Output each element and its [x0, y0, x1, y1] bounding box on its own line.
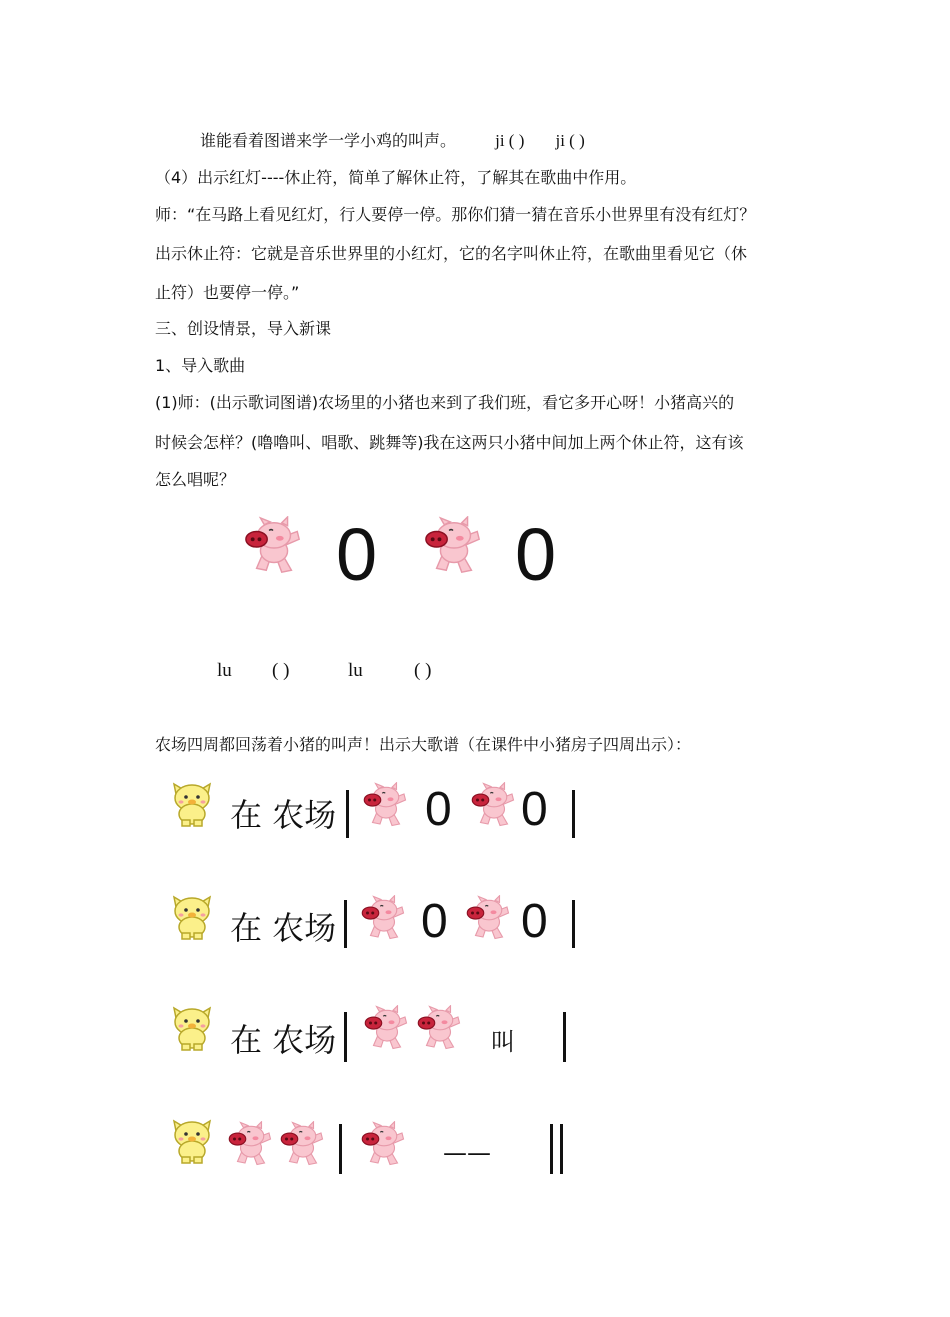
lu-syllable: lu	[217, 660, 232, 681]
paragraph-rest-intro: 出示休止符：它就是音乐世界里的小红灯，它的名字叫休止符，在歌曲里看见它（休	[155, 244, 748, 263]
rest-zero: 0	[425, 783, 452, 836]
lyric-jiao: 叫	[491, 1028, 515, 1056]
pig-icon	[363, 1005, 411, 1053]
paragraph-rest-intro-cont: 止符）也要停一停。”	[155, 283, 300, 302]
rest-zero: 0	[521, 895, 548, 948]
subsection-heading: 1、导入歌曲	[155, 356, 246, 375]
pig-icon	[360, 895, 408, 943]
pig-icon	[243, 516, 305, 578]
bar-line	[339, 1124, 342, 1174]
pig-icon	[227, 1121, 275, 1169]
bar-line	[346, 790, 349, 838]
pig-icon	[470, 782, 518, 830]
hold-dash: ——	[443, 1139, 491, 1167]
pig-icon	[279, 1121, 327, 1169]
chick-icon	[170, 893, 214, 941]
pig-icon	[360, 1121, 408, 1169]
bar-line	[563, 1012, 566, 1062]
pig-icon	[362, 782, 410, 830]
pig-icon	[416, 1005, 464, 1053]
paragraph-song-intro-end: 怎么唱呢？	[155, 470, 236, 489]
lu-blank: ( )	[414, 660, 432, 681]
ji-blank-2: ji ( )	[555, 131, 585, 150]
rest-zero: 0	[515, 513, 557, 596]
final-bar-line-thick	[560, 1124, 563, 1174]
bar-line	[572, 900, 575, 948]
rest-zero: 0	[521, 783, 548, 836]
paragraph-song-intro-cont: 时候会怎样？(噜噜叫、唱歌、跳舞等)我在这两只小猪中间加上两个休止符，这有该	[155, 433, 744, 452]
lu-syllable: lu	[348, 660, 363, 681]
paragraph-farm-echo: 农场四周都回荡着小猪的叫声！出示大歌谱（在课件中小猪房子四周出示）：	[155, 735, 692, 754]
bar-line	[572, 790, 575, 838]
chick-icon	[170, 780, 214, 828]
final-bar-line-thin	[550, 1124, 553, 1174]
paragraph-red-light: （4）出示红灯----休止符，简单了解休止符，了解其在歌曲中作用。	[155, 168, 637, 187]
chick-icon	[170, 1117, 214, 1165]
pig-icon	[465, 895, 513, 943]
lu-blank: ( )	[272, 660, 290, 681]
pig-icon	[423, 516, 485, 578]
rest-zero: 0	[336, 513, 378, 596]
bar-line	[344, 1012, 347, 1062]
lyric-zai-nongchang: 在 农场	[230, 796, 337, 834]
chick-call-text: 谁能看着图谱来学一学小鸡的叫声。	[200, 131, 457, 150]
paragraph-teacher-line: 师：“在马路上看见红灯，行人要停一停。那你们猜一猜在音乐小世界里有没有红灯？	[155, 205, 756, 224]
lyric-zai-nongchang: 在 农场	[230, 1021, 337, 1059]
bar-line	[344, 900, 347, 948]
ji-blank-1: ji ( )	[495, 131, 525, 150]
section-heading: 三、创设情景，导入新课	[155, 319, 332, 338]
chick-icon	[170, 1004, 214, 1052]
paragraph-song-intro: (1)师：(出示歌词图谱)农场里的小猪也来到了我们班，看它多开心呀！小猪高兴的	[155, 393, 735, 412]
paragraph-chick-call	[200, 130, 585, 152]
rest-zero: 0	[421, 895, 448, 948]
lyric-zai-nongchang: 在 农场	[230, 909, 337, 947]
